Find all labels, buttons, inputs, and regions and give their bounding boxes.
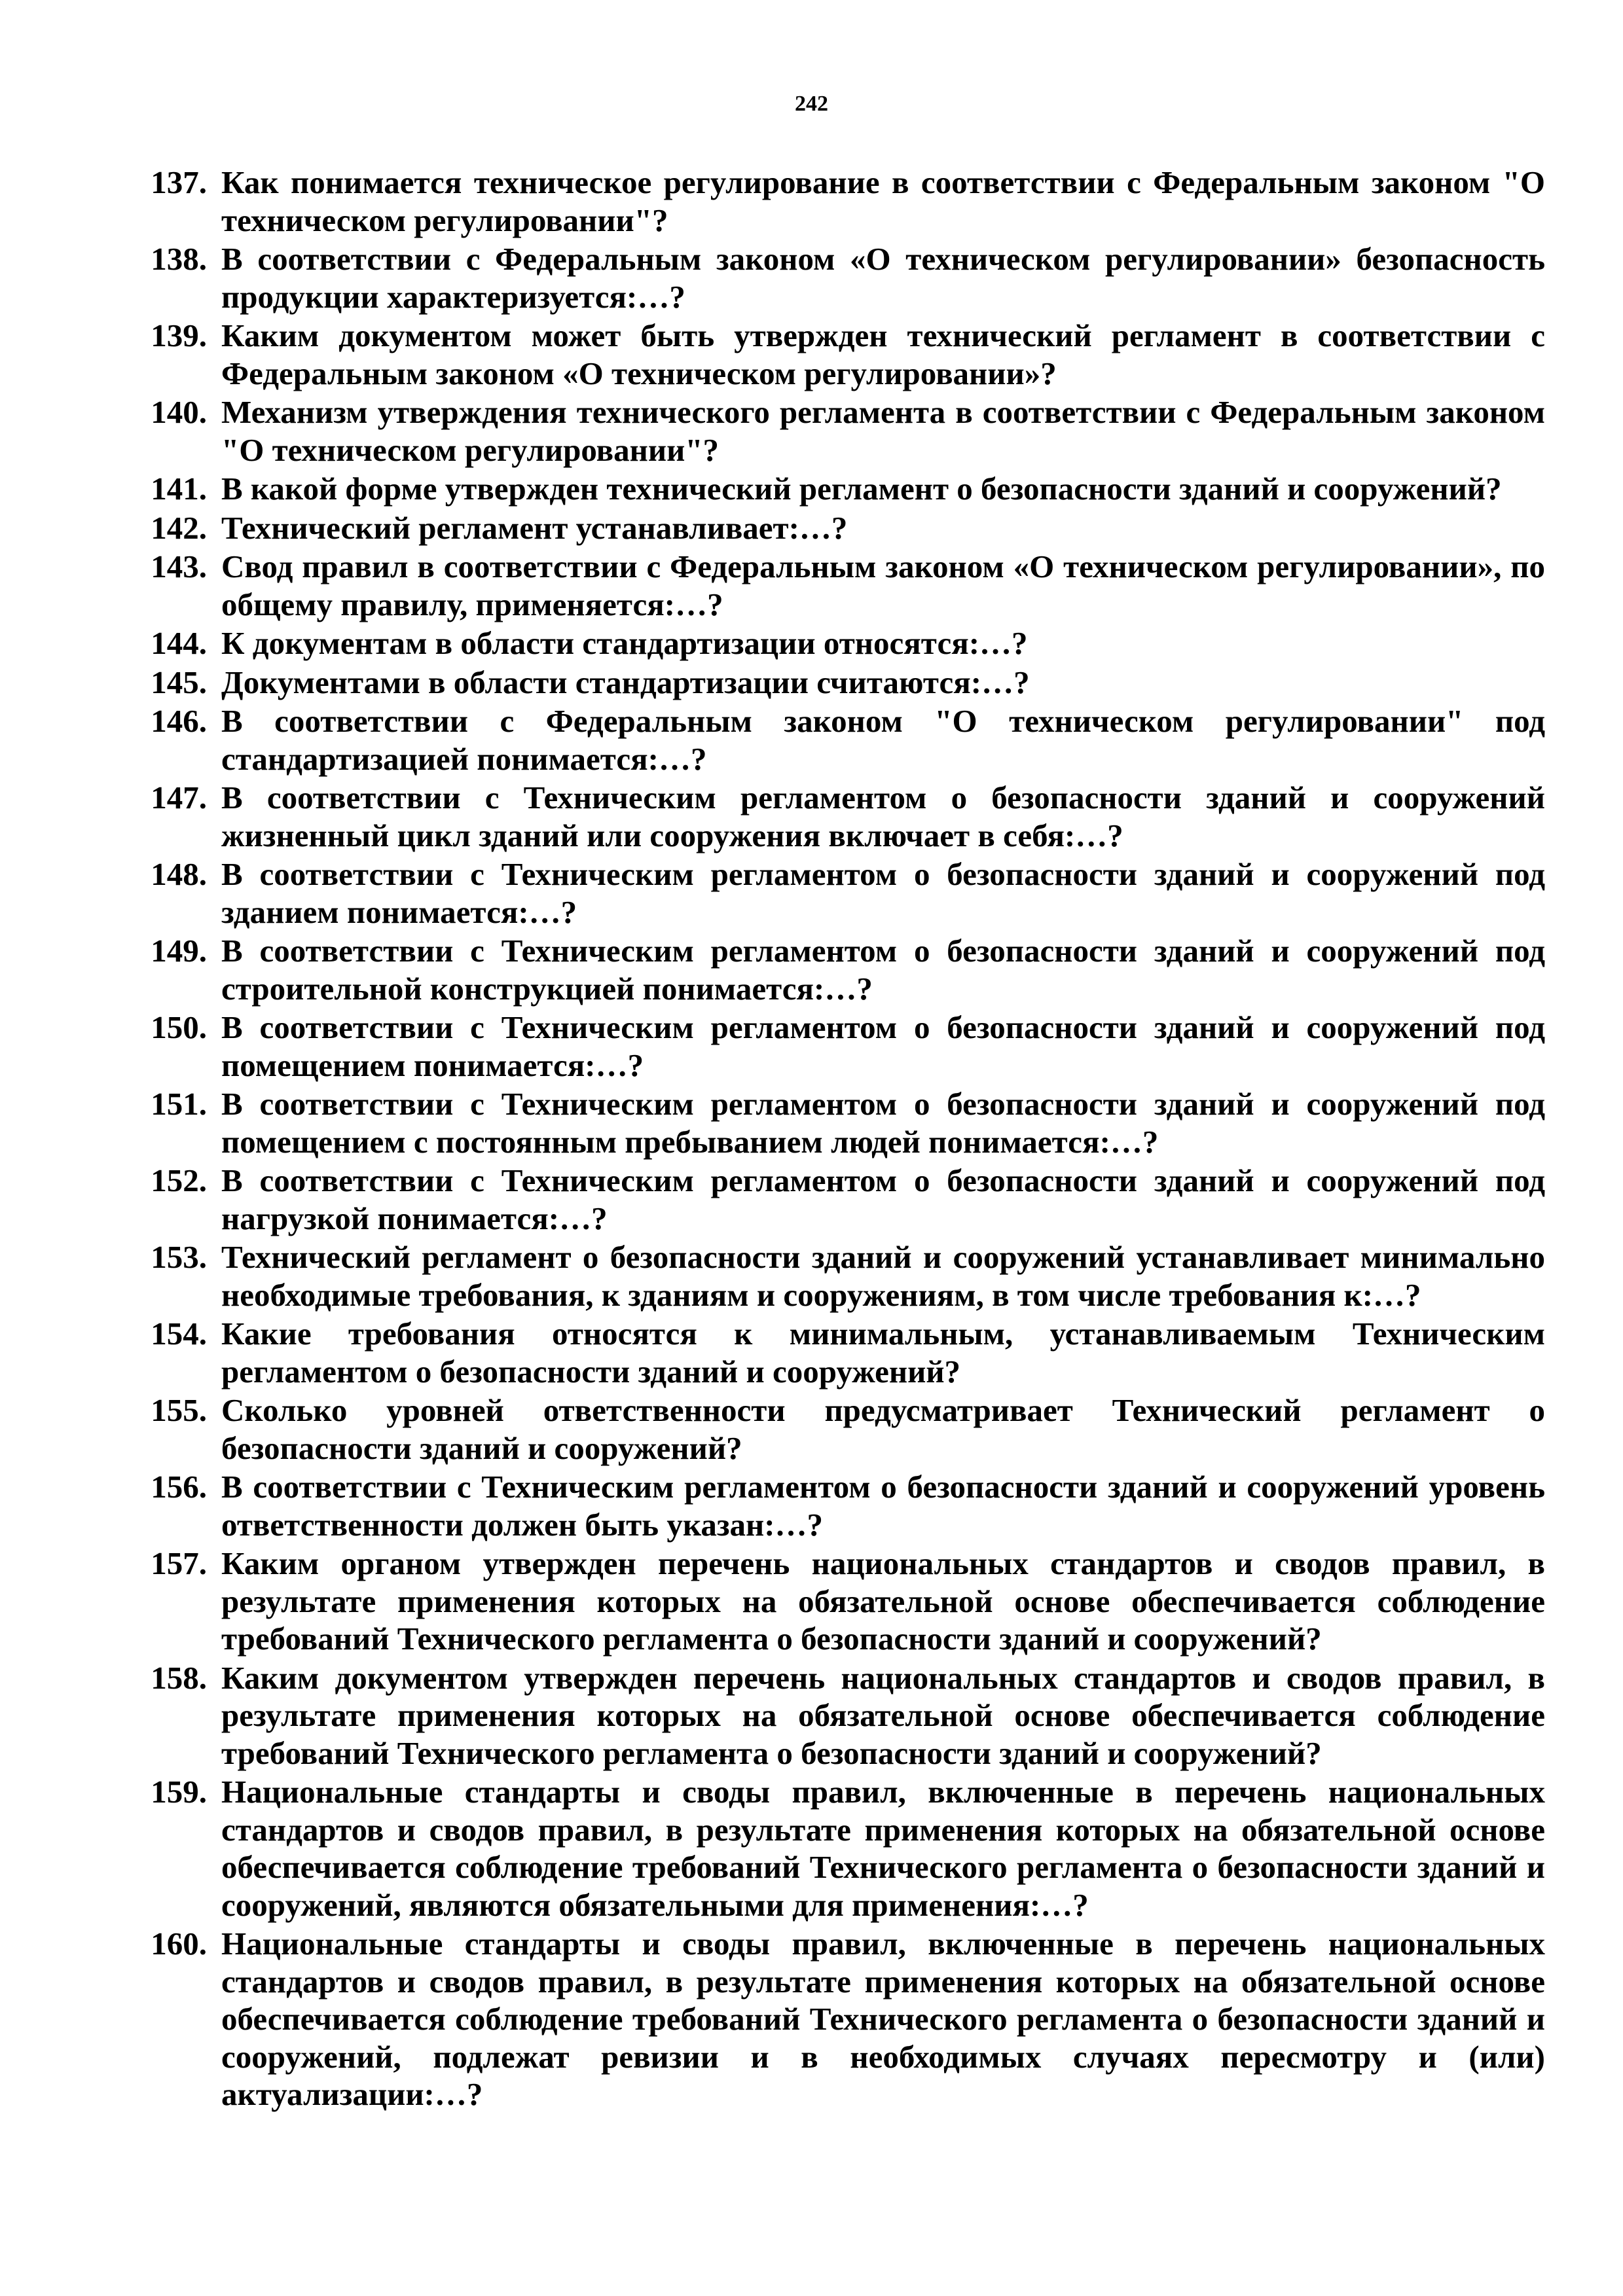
question-number: 144. <box>151 625 207 661</box>
question-text: В соответствии с Техническим регламентом о безопасности зданий и сооружений жизненный цикл зданий или сооружения включает в себя:…? <box>221 780 1545 853</box>
question-text: Свод правил в соответствии с Федеральным законом «О техническом регулировании», по общему правилу, применяется:…? <box>221 548 1545 622</box>
question-text: В соответствии с Техническим регламентом о безопасности зданий и сооружений под строительной конструкцией понимается:…? <box>221 933 1545 1007</box>
question-text: В соответствии с Федеральным законом "О техническом регулировании" под стандартизацией понимается:…? <box>221 703 1545 777</box>
question-text: В соответствии с Техническим регламентом о безопасности зданий и сооружений уровень ответственности должен быть указан:…? <box>221 1469 1545 1543</box>
question-number: 138. <box>151 241 207 277</box>
question-number: 155. <box>151 1392 207 1428</box>
question-item <box>131 317 1545 392</box>
question-item <box>131 164 1545 239</box>
question-item <box>131 470 1545 508</box>
question-number: 146. <box>151 703 207 739</box>
question-item <box>131 779 1545 854</box>
question-number: 145. <box>151 664 207 700</box>
question-number: 143. <box>151 548 207 584</box>
question-text: Документами в области стандартизации считаются:…? <box>221 664 1030 700</box>
question-item <box>131 702 1545 778</box>
question-text: Каким органом утвержден перечень национальных стандартов и сводов правил, в результате применения которых на обязательной основе обеспечивается соблюдение требований Технического регламента о безопасности зданий и сооружений? <box>221 1545 1545 1657</box>
question-text: Каким документом может быть утвержден технический регламент в соответствии с Федеральным законом «О техническом регулировании»? <box>221 317 1545 391</box>
question-item <box>131 1659 1545 1772</box>
question-text: В соответствии с Техническим регламентом о безопасности зданий и сооружений под помещением с постоянным пребыванием людей понимается:…? <box>221 1086 1545 1160</box>
question-text: Каким документом утвержден перечень национальных стандартов и сводов правил, в результате применения которых на обязательной основе обеспечивается соблюдение требований Технического регламента о безопасности зданий и сооружений? <box>221 1659 1545 1771</box>
question-item <box>131 1085 1545 1160</box>
question-item <box>131 664 1545 702</box>
question-text: В какой форме утвержден технический регламент о безопасности зданий и сооружений? <box>221 471 1502 507</box>
question-text: В соответствии с Техническим регламентом о безопасности зданий и сооружений под помещением понимается:…? <box>221 1009 1545 1083</box>
question-item <box>131 932 1545 1007</box>
question-number: 159. <box>151 1774 207 1810</box>
question-number: 147. <box>151 780 207 816</box>
question-item <box>131 855 1545 931</box>
question-number: 140. <box>151 394 207 430</box>
question-item <box>131 1391 1545 1467</box>
question-text: Как понимается техническое регулирование в соответствии с Федеральным законом "О техническом регулировании"? <box>221 164 1545 238</box>
question-text: Какие требования относятся к минимальным, устанавливаемым Техническим регламентом о безопасности зданий и сооружений? <box>221 1316 1545 1390</box>
question-text: Технический регламент устанавливает:…? <box>221 509 848 546</box>
question-item <box>131 509 1545 547</box>
question-item <box>131 1468 1545 1543</box>
question-item <box>131 1238 1545 1314</box>
question-item <box>131 1162 1545 1237</box>
question-number: 148. <box>151 856 207 892</box>
question-text: Механизм утверждения технического регламента в соответствии с Федеральным законом "О техническом регулировании"? <box>221 394 1545 468</box>
question-text: К документам в области стандартизации относятся:…? <box>221 625 1028 661</box>
question-number: 158. <box>151 1659 207 1696</box>
question-number: 152. <box>151 1162 207 1198</box>
question-text: Национальные стандарты и своды правил, включенные в перечень национальных стандартов и сводов правил, в результате применения которых на обязательной основе обеспечивается соблюдение требований Технического регламента о безопасности зданий и сооружений, являются обязательными для применения:…? <box>221 1774 1545 1923</box>
question-number: 139. <box>151 317 207 353</box>
question-number: 156. <box>151 1469 207 1505</box>
question-item <box>131 1009 1545 1084</box>
question-text: В соответствии с Техническим регламентом о безопасности зданий и сооружений под зданием понимается:…? <box>221 856 1545 930</box>
question-item <box>131 240 1545 315</box>
question-number: 160. <box>151 1926 207 1962</box>
question-number: 149. <box>151 933 207 969</box>
question-number: 157. <box>151 1545 207 1581</box>
question-number: 153. <box>151 1239 207 1275</box>
question-number: 150. <box>151 1009 207 1045</box>
question-item <box>131 1773 1545 1924</box>
question-text: Технический регламент о безопасности зданий и сооружений устанавливает минимально необходимые требования, к зданиям и сооружениям, в том числе требования к:…? <box>221 1239 1545 1313</box>
question-number: 137. <box>151 164 207 200</box>
question-number: 142. <box>151 509 207 546</box>
question-number: 151. <box>151 1086 207 1122</box>
page-number: 242 <box>795 92 828 116</box>
question-text: В соответствии с Федеральным законом «О техническом регулировании» безопасность продукции характеризуется:…? <box>221 241 1545 315</box>
question-item <box>131 1315 1545 1390</box>
question-text: Национальные стандарты и своды правил, включенные в перечень национальных стандартов и сводов правил, в результате применения которых на обязательной основе обеспечивается соблюдение требований Технического регламента о безопасности зданий и сооружений, подлежат ревизии и в необходимых случаях пересмотру и (или) актуализации:…? <box>221 1926 1545 2112</box>
question-number: 154. <box>151 1316 207 1352</box>
question-item <box>131 624 1545 662</box>
question-item <box>131 393 1545 469</box>
question-item <box>131 1925 1545 2113</box>
question-item <box>131 548 1545 623</box>
question-item <box>131 1545 1545 1658</box>
question-text: Сколько уровней ответственности предусматривает Технический регламент о безопасности зданий и сооружений? <box>221 1392 1545 1466</box>
question-text: В соответствии с Техническим регламентом о безопасности зданий и сооружений под нагрузкой понимается:…? <box>221 1162 1545 1236</box>
question-list <box>131 164 1545 2115</box>
question-number: 141. <box>151 471 207 507</box>
